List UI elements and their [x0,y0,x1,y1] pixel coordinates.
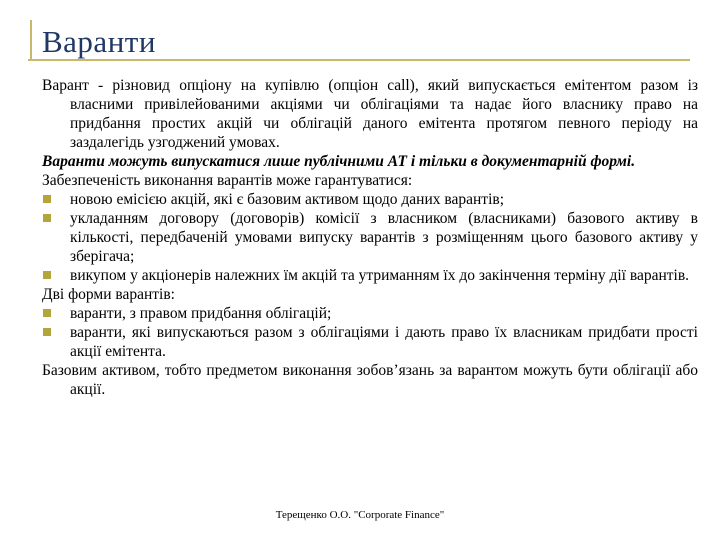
list-item [42,323,698,361]
square-bullet-icon [43,271,51,279]
square-bullet-icon [43,309,51,317]
list-item [42,266,698,285]
guarantee-intro: Забезпеченість виконання варантів може гарантуватися: [42,172,413,189]
title-accent-vertical-line [30,20,32,60]
list-item-text: варанти, з правом придбання облігацій; [70,305,332,322]
list-item [42,209,698,266]
slide-footer: Терещенко О.О. "Corporate Finance" [275,509,445,521]
list-item-text: варанти, які випускаються разом з облігаціями і дають право їх власникам придбати прості акції емітента. [70,324,698,360]
list-item [42,190,698,209]
list-item-text: укладанням договору (договорів) комісії з власником (власниками) базового активу в кількості, передбаченій умовами випуску варантів з розміщенням цього базового активу у зберігача; [70,210,698,265]
issuance-rule-paragraph: Варанти можуть випускатися лише публічними АТ і тільки в документарній формі. [42,153,636,170]
square-bullet-icon [43,195,51,203]
slide-content [42,76,698,399]
slide-title: Варанти [42,24,156,59]
list-item-text: викупом у акціонерів належних їм акцій та утриманням їх до закінчення терміну дії варантів. [70,267,690,284]
list-item [42,304,698,323]
definition-paragraph: Варант - різновид опціону на купівлю (опціон call), який випускається емітентом разом із власними привілейованими акціями чи облігаціями та надає його власнику право на придбання простих акцій чи облігацій даного емітента протягом певного періоду на заздалегідь узгоджений умовах. [42,77,698,151]
list-item-text: новою емісією акцій, які є базовим активом щодо даних варантів; [70,191,504,208]
forms-intro: Дві форми варантів: [42,286,175,303]
square-bullet-icon [43,214,51,222]
base-asset-paragraph: Базовим активом, тобто предметом виконання зобов’язань за варантом можуть бути облігації або акції. [42,362,698,398]
square-bullet-icon [43,328,51,336]
